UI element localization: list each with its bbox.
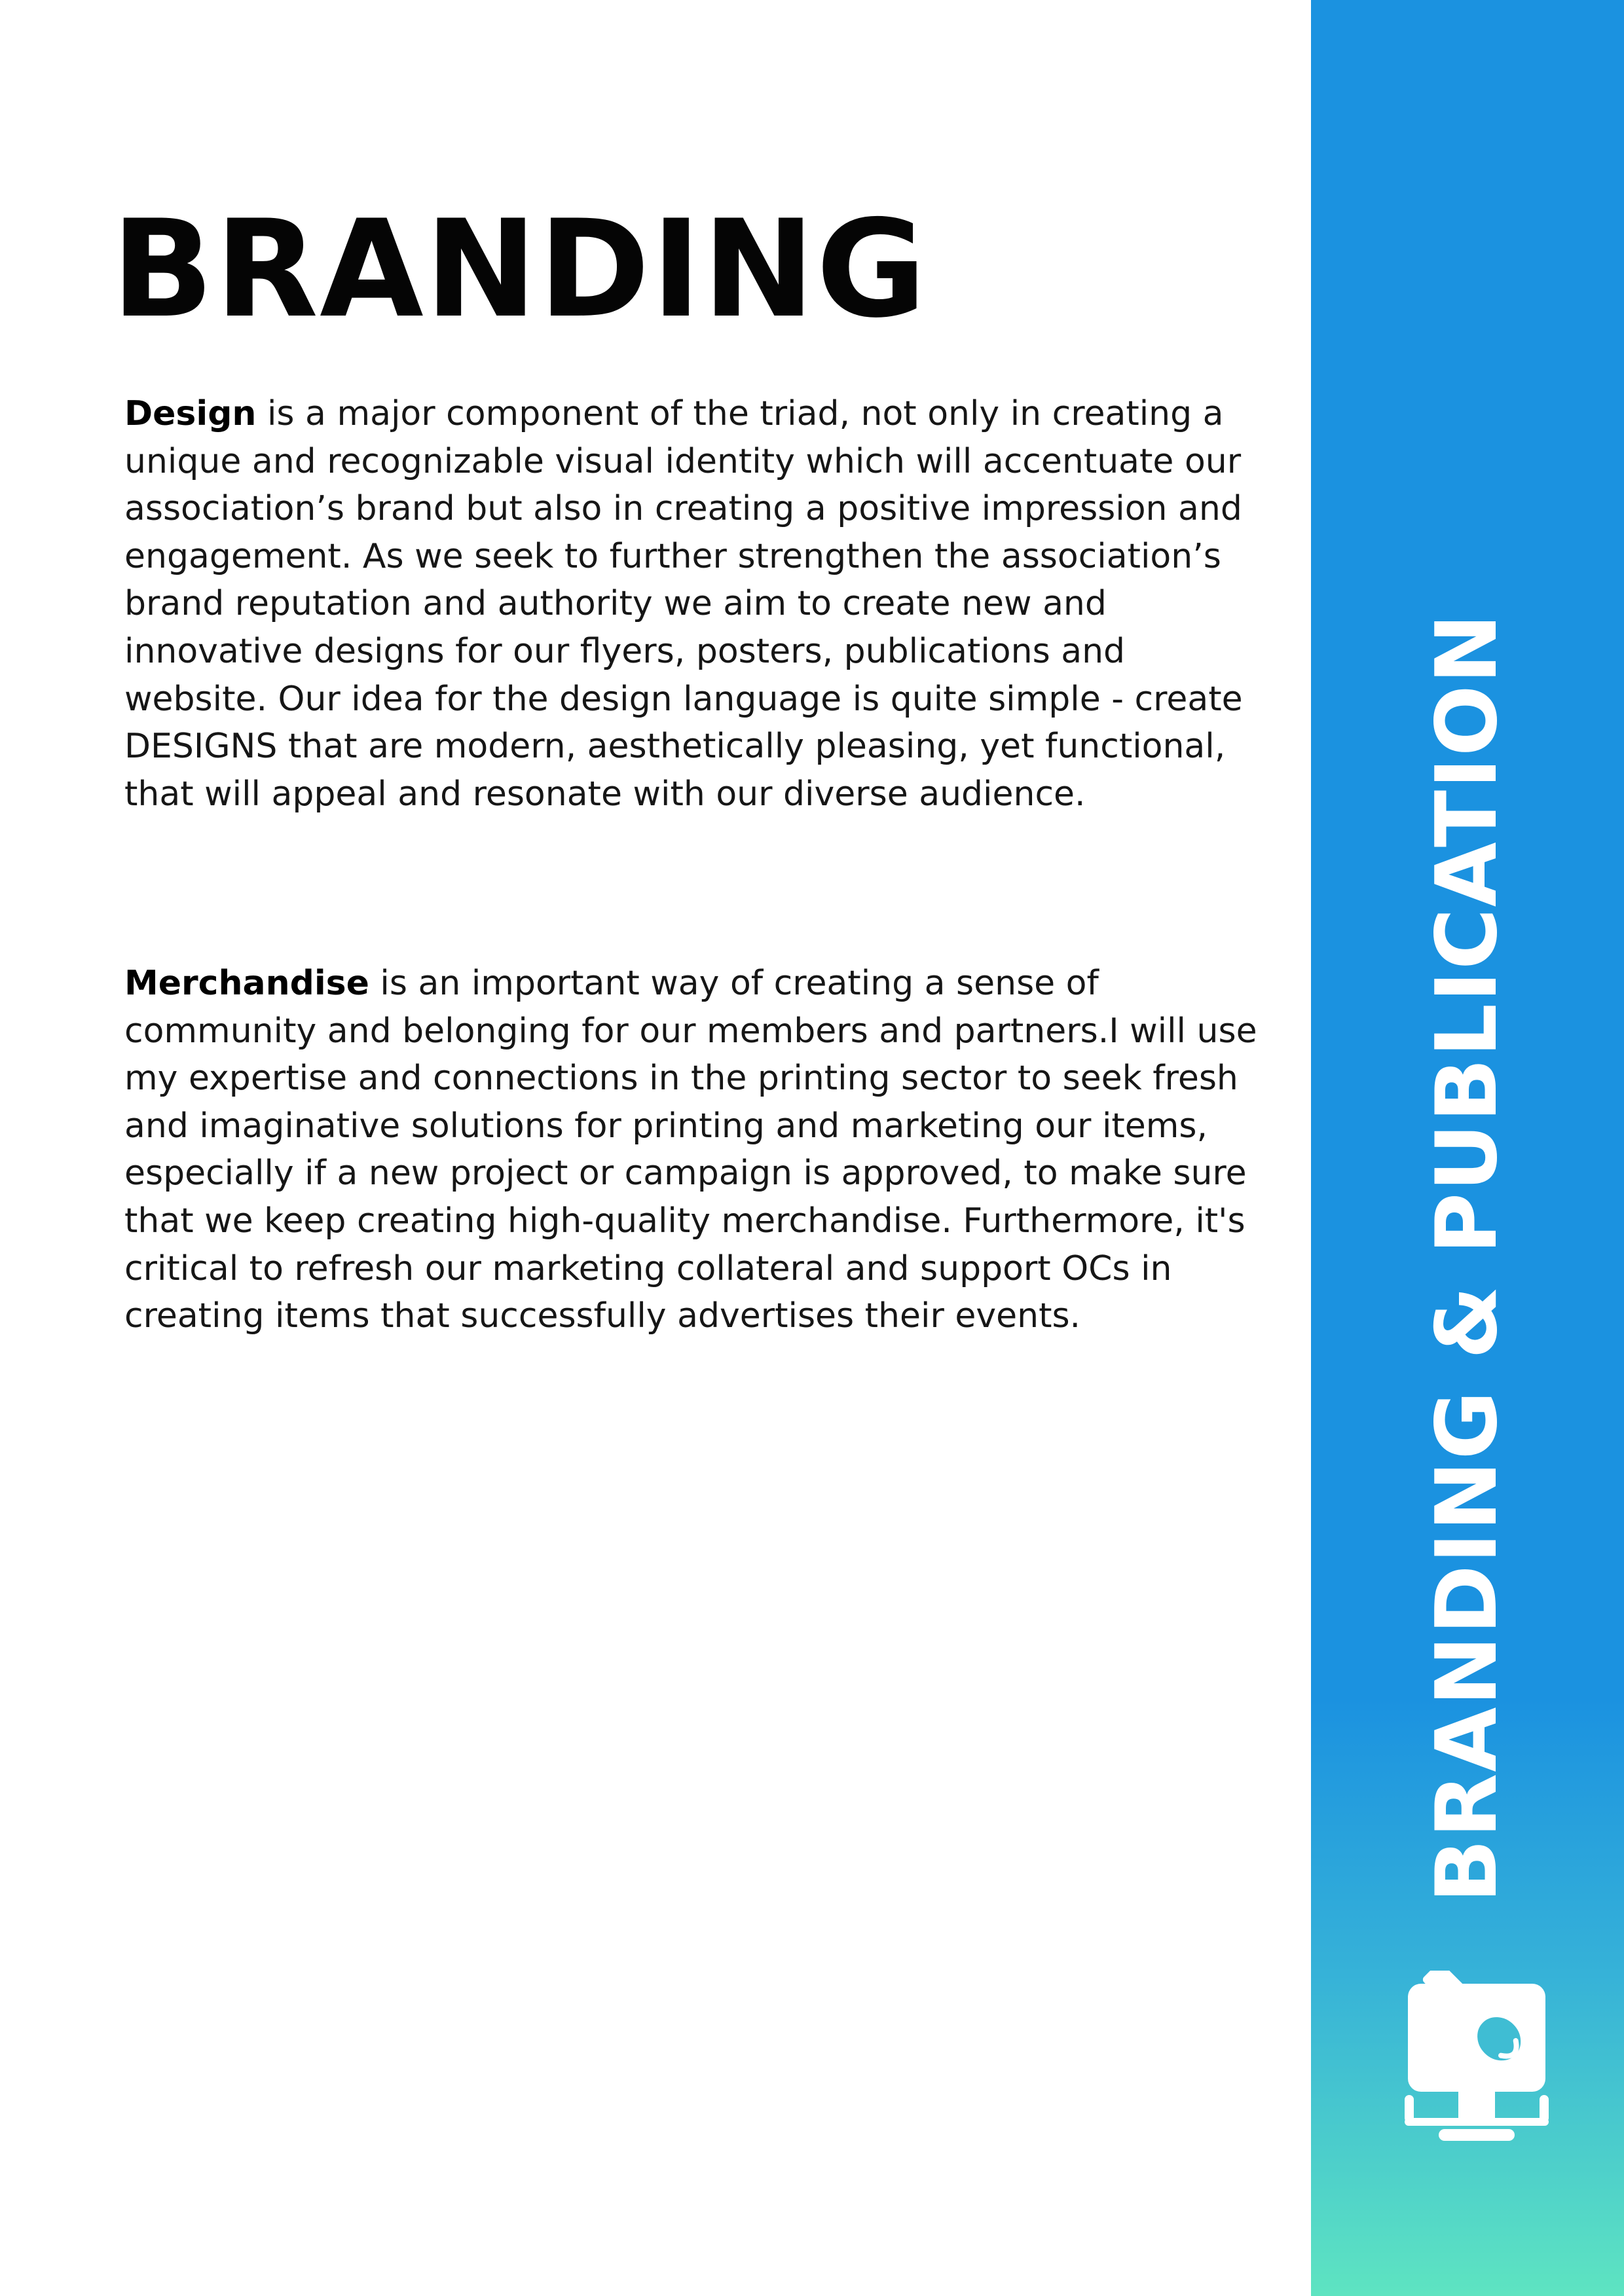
sidebar-title: BRANDING & PUBLICATION (1418, 612, 1516, 1903)
merchandise-lead: Merchandise (124, 964, 369, 1003)
merchandise-paragraph (124, 960, 1277, 1340)
section-sidebar (1311, 0, 1624, 2296)
design-monitor-brush-icon (1403, 1971, 1563, 2141)
design-lead: Design (124, 394, 257, 433)
page-title: BRANDING (111, 192, 928, 348)
design-text: is a major component of the triad, not only in creating a unique and recognizable visual identity which will accentuate our association’s brand but also in creating a positive impression and engagement. As we seek to further strengthen the association’s brand reputation and authority we aim to create new and innovative designs for our flyers, posters, publications and website. Our idea for the design language is quite simple - create DESIGNS that are modern, aesthetically pleasing, yet functional, that will appeal and resonate with our diverse audience. (124, 394, 1243, 814)
merchandise-text: is an important way of creating a sense of community and belonging for our members and partners.I will use my expertise and connections in the printing sector to seek fresh and imaginative solutions for printing and marketing our items, especially if a new project or campaign is approved, to make sure that we keep creating high-quality merchandise. Furthermore, it's critical to refresh our marketing collateral and support OCs in creating items that successfully advertises their events. (124, 964, 1257, 1336)
design-paragraph (124, 390, 1277, 818)
